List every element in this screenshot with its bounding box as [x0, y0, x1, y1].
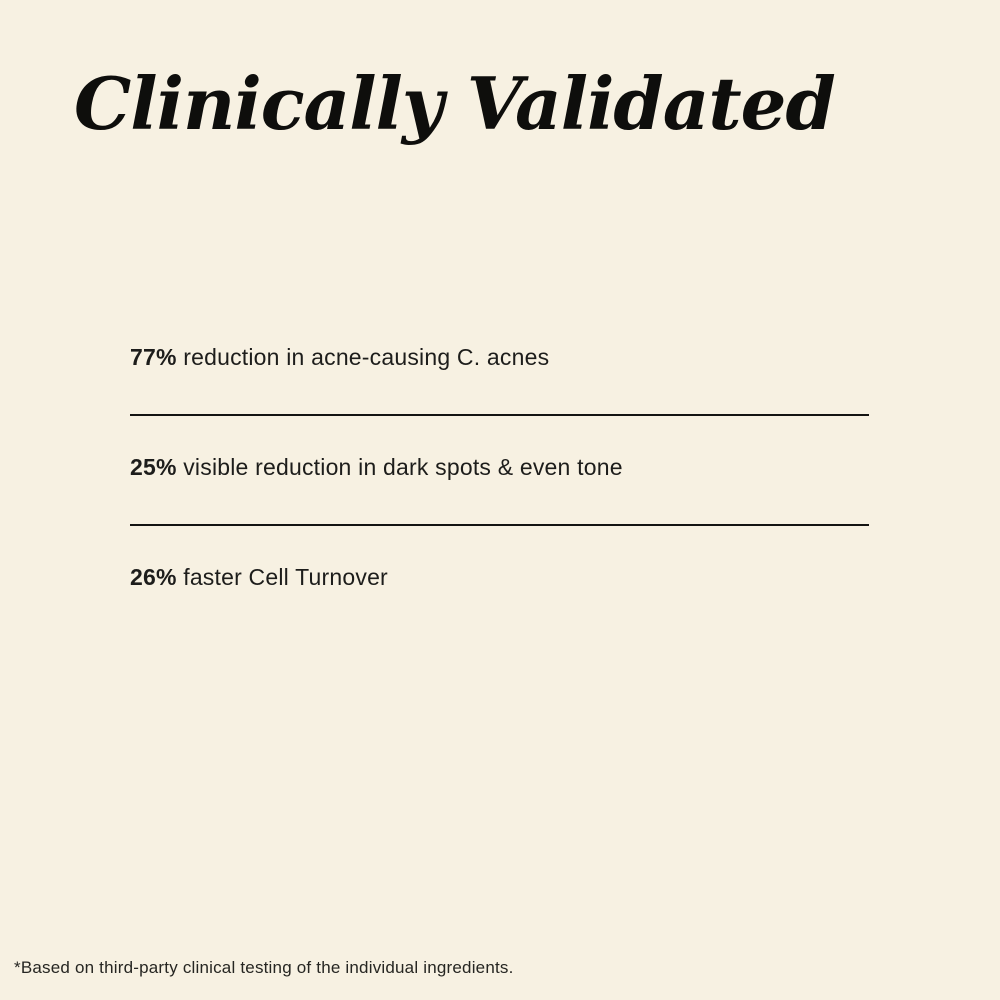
stat-description: reduction in acne-causing C. acnes: [176, 344, 550, 370]
stat-row-dark-spots: [130, 453, 870, 481]
stat-description: faster Cell Turnover: [176, 564, 388, 590]
stat-value: 77%: [130, 344, 177, 370]
stat-description: visible reduction in dark spots & even tone: [176, 454, 623, 480]
divider: [130, 414, 869, 416]
stat-value: 25%: [130, 454, 177, 480]
page-title: Clinically Validated: [74, 61, 835, 146]
stat-value: 26%: [130, 564, 177, 590]
divider: [130, 524, 869, 526]
stat-row-cell-turnover: [130, 563, 870, 591]
stat-row-acne-reduction: [130, 343, 870, 371]
footnote: *Based on third-party clinical testing of the individual ingredients.: [14, 958, 514, 977]
